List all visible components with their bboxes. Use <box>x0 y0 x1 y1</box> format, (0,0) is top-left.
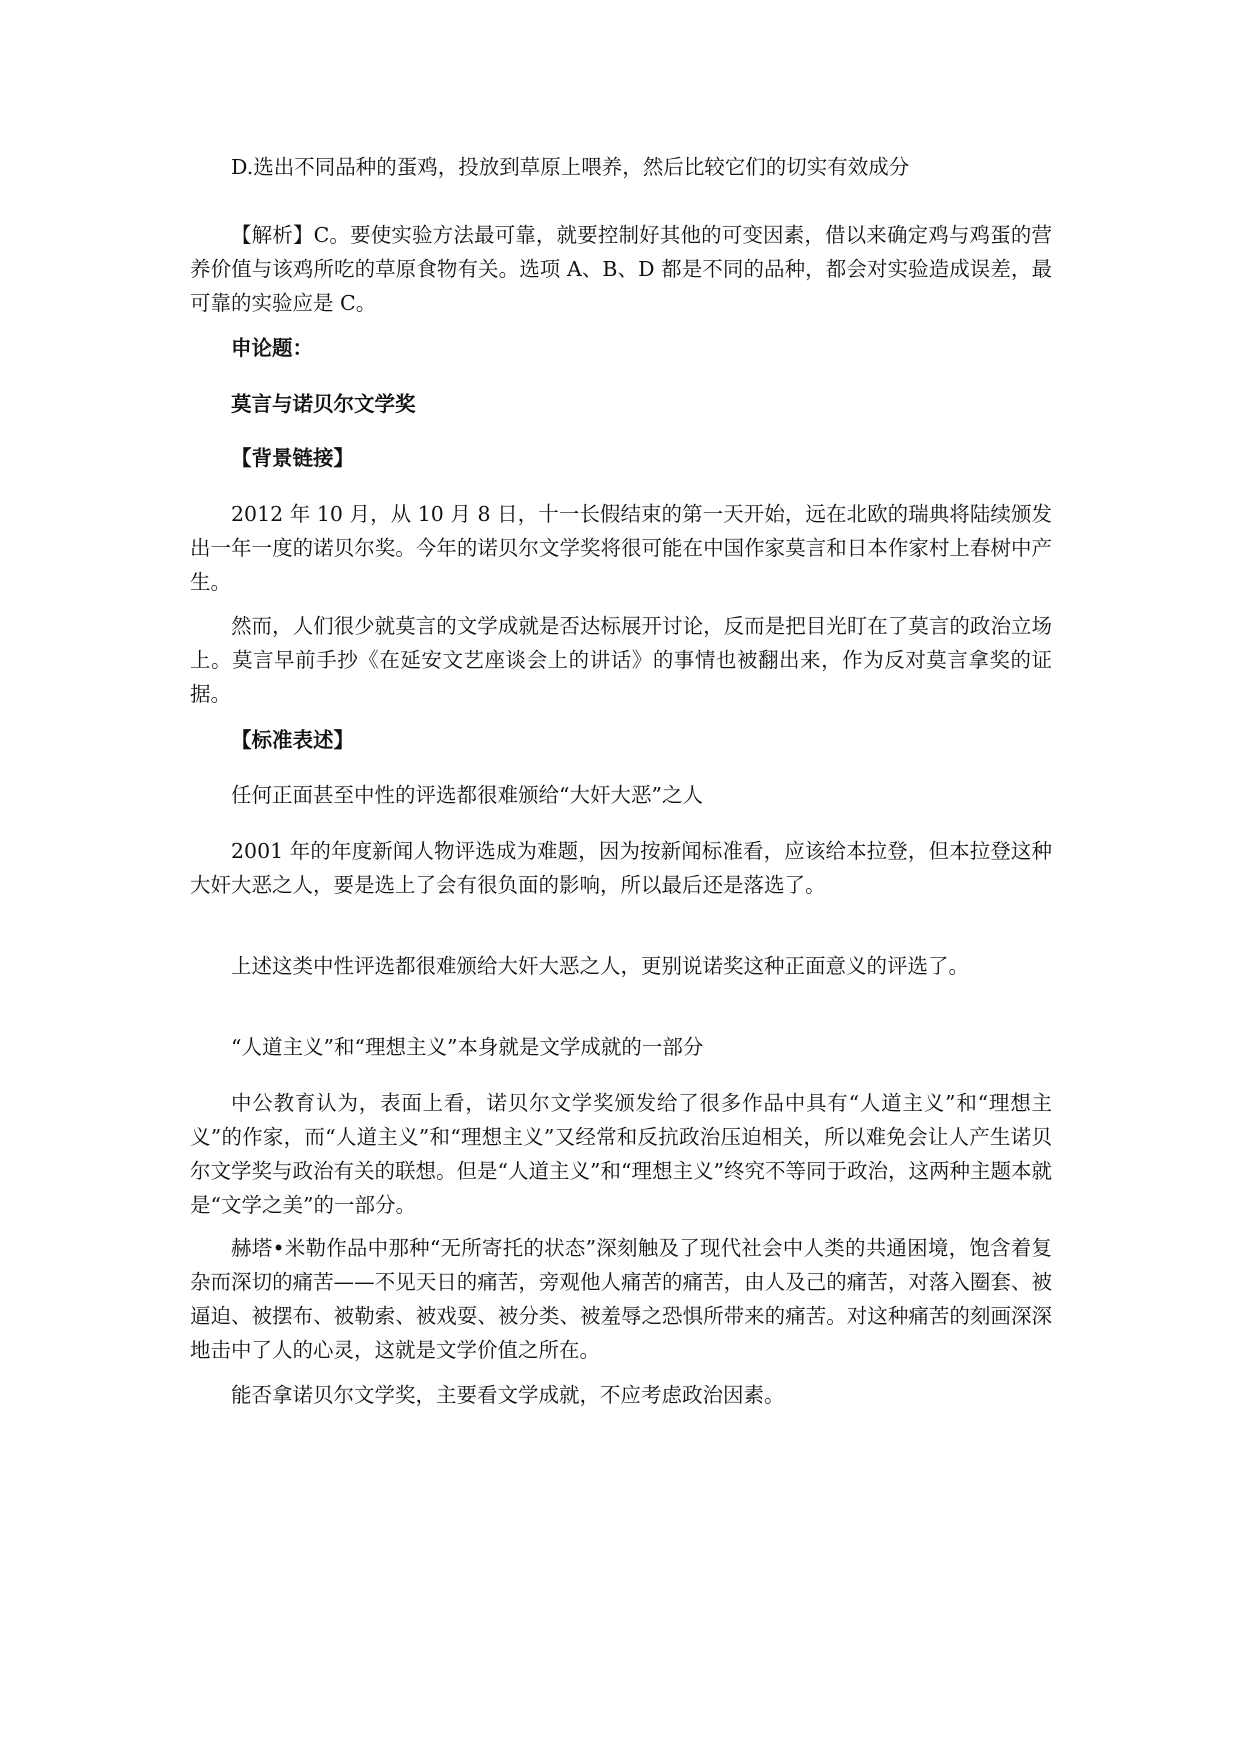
point-1-title: 任何正面甚至中性的评选都很难颁给“大奸大恶”之人 <box>231 783 703 807</box>
section-heading: 申论题： <box>231 336 313 360</box>
standard-heading: 【标准表述】 <box>231 728 354 752</box>
point-2-title: “人道主义”和“理想主义”本身就是文学成就的一部分 <box>231 1035 704 1059</box>
analysis-paragraph: 【解析】C。要使实验方法最可靠，就要控制好其他的可变因素，借以来确定鸡与鸡蛋的营养价值与该鸡所吃的草原食物有关。选项 A、B、D 都是不同的品种，都会对实验造成误差，最可靠的实验应是 C。 <box>190 223 1052 315</box>
conclusion-paragraph: 能否拿诺贝尔文学奖，主要看文学成就，不应考虑政治因素。 <box>231 1383 785 1407</box>
point-1-paragraph-1: 2001 年的年度新闻人物评选成为难题，因为按新闻标准看，应该给本拉登，但本拉登这种大奸大恶之人，要是选上了会有很负面的影响，所以最后还是落选了。 <box>190 839 1052 897</box>
background-heading: 【背景链接】 <box>231 446 354 470</box>
point-1-paragraph-2: 上述这类中性评选都很难颁给大奸大恶之人，更别说诺奖这种正面意义的评选了。 <box>231 954 969 978</box>
point-2-paragraph-2: 赫塔•米勒作品中那种“无所寄托的状态”深刻触及了现代社会中人类的共通困境，饱含着复杂而深切的痛苦——不见天日的痛苦，旁观他人痛苦的痛苦，由人及己的痛苦，对落入圈套、被逼迫、被摆布、被勒索、被戏耍、被分类、被羞辱之恐惧所带来的痛苦。对这种痛苦的刻画深深地击中了人的心灵，这就是文学价值之所在。 <box>190 1236 1052 1362</box>
background-paragraph-2: 然而，人们很少就莫言的文学成就是否达标展开讨论，反而是把目光盯在了莫言的政治立场上。莫言早前手抄《在延安文艺座谈会上的讲话》的事情也被翻出来，作为反对莫言拿奖的证据。 <box>190 614 1052 706</box>
background-paragraph-1: 2012 年 10 月，从 10 月 8 日，十一长假结束的第一天开始，远在北欧的瑞典将陆续颁发出一年一度的诺贝尔奖。今年的诺贝尔文学奖将很可能在中国作家莫言和日本作家村上春树中产生。 <box>190 502 1052 594</box>
option-d: D.选出不同品种的蛋鸡，投放到草原上喂养，然后比较它们的切实有效成分 <box>231 155 910 179</box>
topic-title: 莫言与诺贝尔文学奖 <box>231 392 416 416</box>
point-2-paragraph-1: 中公教育认为，表面上看，诺贝尔文学奖颁发给了很多作品中具有“人道主义”和“理想主义”的作家，而“人道主义”和“理想主义”又经常和反抗政治压迫相关，所以难免会让人产生诺贝尔文学奖与政治有关的联想。但是“人道主义”和“理想主义”终究不等同于政治，这两种主题本就是“文学之美”的一部分。 <box>190 1091 1052 1217</box>
